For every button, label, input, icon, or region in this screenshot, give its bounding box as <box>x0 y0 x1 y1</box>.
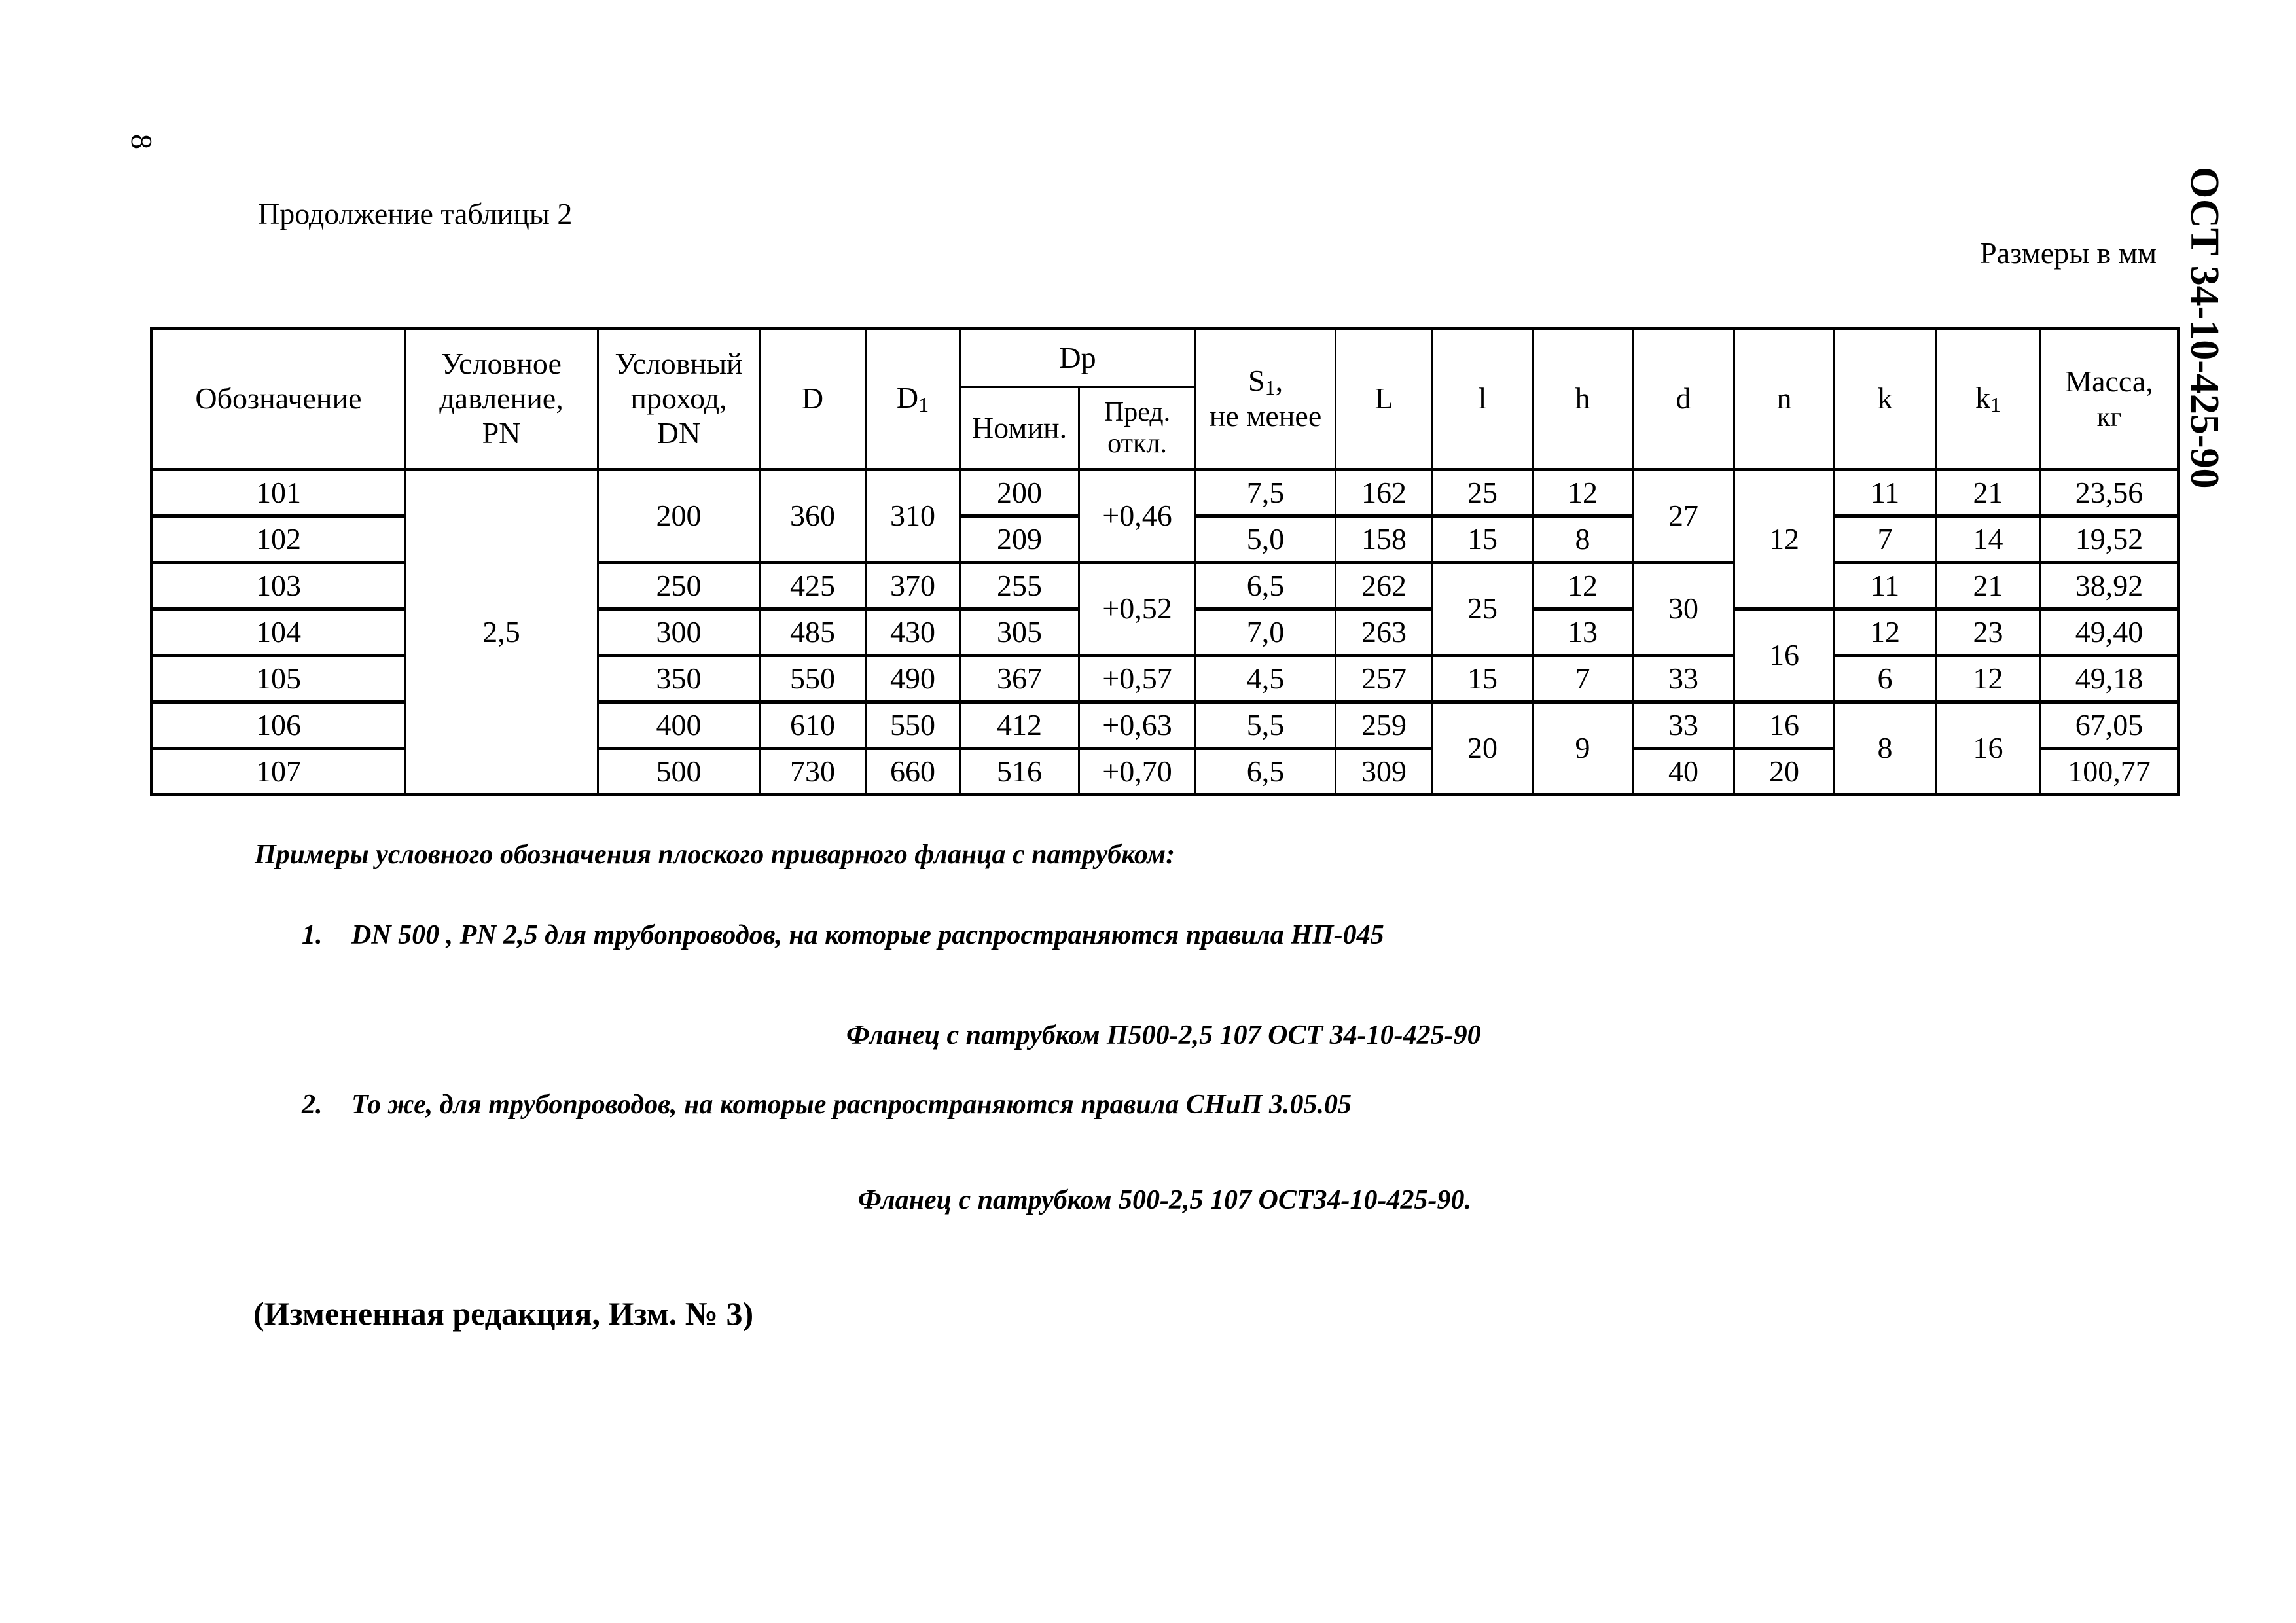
table-cell: +0,52 <box>1079 563 1196 656</box>
table-cell: 20 <box>1433 702 1533 795</box>
table-cell: 38,92 <box>2041 563 2179 609</box>
table-cell: 104 <box>152 609 405 656</box>
table-cell: 255 <box>960 563 1079 609</box>
table-cell: 33 <box>1633 702 1734 749</box>
table-cell: 20 <box>1734 749 1835 795</box>
header-dn-line: DN <box>656 416 701 450</box>
table-cell: 259 <box>1336 702 1433 749</box>
table-cell: 6,5 <box>1196 563 1336 609</box>
table-cell: 7 <box>1533 656 1633 702</box>
header-D1-sub: 1 <box>918 393 929 417</box>
table-cell: 49,40 <box>2041 609 2179 656</box>
table-cell: 4,5 <box>1196 656 1336 702</box>
table-cell: 5,0 <box>1196 516 1336 563</box>
header-pn-line: Условное <box>441 347 562 381</box>
table-cell: 370 <box>866 563 960 609</box>
table-cell: 309 <box>1336 749 1433 795</box>
table-cell: 485 <box>760 609 866 656</box>
table-cell: 158 <box>1336 516 1433 563</box>
table-cell: 14 <box>1936 516 2041 563</box>
flange-dimensions-table <box>150 327 2180 796</box>
table-cell: 106 <box>152 702 405 749</box>
header-mass-line: кг <box>2096 402 2122 433</box>
table-cell: 27 <box>1633 470 1734 563</box>
page-number: 8 <box>125 134 158 149</box>
table-cell: 25 <box>1433 563 1533 656</box>
header-pn-line: давление, <box>439 382 564 416</box>
header-l: l <box>1433 329 1533 470</box>
table-cell: +0,70 <box>1079 749 1196 795</box>
table-cell: 12 <box>1936 656 2041 702</box>
header-Dp: Dp <box>960 329 1196 387</box>
table-cell: 15 <box>1433 656 1533 702</box>
header-k: k <box>1835 329 1936 470</box>
table-cell: 19,52 <box>2041 516 2179 563</box>
header-D1 <box>866 329 960 470</box>
table-cell: 23 <box>1936 609 2041 656</box>
table-cell: 7 <box>1835 516 1936 563</box>
table-cell: 200 <box>960 470 1079 516</box>
table-cell: 101 <box>152 470 405 516</box>
table-cell: 100,77 <box>2041 749 2179 795</box>
header-dn-line: проход, <box>630 382 727 416</box>
table-cell: 162 <box>1336 470 1433 516</box>
header-pn-line: PN <box>482 416 521 450</box>
table-cell: 400 <box>598 702 760 749</box>
table-cell: 13 <box>1533 609 1633 656</box>
table-cell: 49,18 <box>2041 656 2179 702</box>
table-cell: 730 <box>760 749 866 795</box>
table-cell: 500 <box>598 749 760 795</box>
table-cell: 12 <box>1533 470 1633 516</box>
table-cell: 7,5 <box>1196 470 1336 516</box>
table-cell: 105 <box>152 656 405 702</box>
header-D: D <box>760 329 866 470</box>
table-cell: 425 <box>760 563 866 609</box>
header-k1-sub: 1 <box>1990 393 2001 417</box>
table-continuation-label: Продолжение таблицы 2 <box>258 197 573 230</box>
header-S1-sub: 1 <box>1265 375 1276 399</box>
header-dn-line: Условный <box>615 347 743 381</box>
table-cell: 67,05 <box>2041 702 2179 749</box>
document-code: ОСТ 34-10-425-90 <box>2182 167 2227 489</box>
header-d: d <box>1633 329 1734 470</box>
table-cell: 300 <box>598 609 760 656</box>
header-S1 <box>1196 329 1336 470</box>
table-cell: 412 <box>960 702 1079 749</box>
table-cell: 33 <box>1633 656 1734 702</box>
header-k1 <box>1936 329 2041 470</box>
table-cell: +0,63 <box>1079 702 1196 749</box>
header-D1-text: D <box>896 381 919 415</box>
header-Dp-nominal: Номин. <box>960 387 1079 470</box>
table-cell: 23,56 <box>2041 470 2179 516</box>
header-L: L <box>1336 329 1433 470</box>
example-designation: Фланец с патрубком 500-2,5 107 ОСТ34-10-425-90. <box>858 1185 1471 1215</box>
table-cell: 263 <box>1336 609 1433 656</box>
header-pn <box>405 329 598 470</box>
table-cell: 11 <box>1835 470 1936 516</box>
table-cell: 550 <box>866 702 960 749</box>
example-text: DN 500 , PN 2,5 для трубопроводов, на которые распространяются правила НП-045 <box>351 920 1384 950</box>
table-cell: 12 <box>1835 609 1936 656</box>
table-cell: 6 <box>1835 656 1936 702</box>
header-S1-text: S <box>1247 363 1265 397</box>
table-cell: 305 <box>960 609 1079 656</box>
header-tol-line: откл. <box>1107 429 1167 459</box>
header-dn <box>598 329 760 470</box>
examples-title: Примеры условного обозначения плоского приварного фланца с патрубком: <box>255 840 1175 870</box>
table-cell: 16 <box>1734 702 1835 749</box>
table-cell: 15 <box>1433 516 1533 563</box>
table-cell: 11 <box>1835 563 1936 609</box>
table-cell: 2,5 <box>405 470 598 795</box>
table-cell: 310 <box>866 470 960 563</box>
table-cell: 40 <box>1633 749 1734 795</box>
table-cell: 209 <box>960 516 1079 563</box>
table-cell: 490 <box>866 656 960 702</box>
table-cell: +0,57 <box>1079 656 1196 702</box>
table-cell: 516 <box>960 749 1079 795</box>
table-cell: 7,0 <box>1196 609 1336 656</box>
table-cell: 16 <box>1734 609 1835 702</box>
header-designation: Обозначение <box>152 329 405 470</box>
example-designation: Фланец с патрубком П500-2,5 107 ОСТ 34-10-425-90 <box>846 1020 1481 1050</box>
table-cell: 610 <box>760 702 866 749</box>
table-cell: 102 <box>152 516 405 563</box>
header-h: h <box>1533 329 1633 470</box>
table-cell: 16 <box>1936 702 2041 795</box>
table-cell: 360 <box>760 470 866 563</box>
table-cell: 257 <box>1336 656 1433 702</box>
table-cell: 12 <box>1734 470 1835 609</box>
header-tol-line: Пред. <box>1103 397 1171 427</box>
table-cell: 9 <box>1533 702 1633 795</box>
table-cell: 21 <box>1936 470 2041 516</box>
revision-note: (Измененная редакция, Изм. № 3) <box>253 1295 754 1332</box>
table-cell: 12 <box>1533 563 1633 609</box>
table-cell: 550 <box>760 656 866 702</box>
header-S1-suffix: , <box>1275 363 1283 397</box>
example-text: То же, для трубопроводов, на которые распространяются правила СНиП 3.05.05 <box>351 1090 1352 1120</box>
table-cell: 200 <box>598 470 760 563</box>
example-number: 2. <box>302 1090 323 1120</box>
table-cell: 5,5 <box>1196 702 1336 749</box>
table-cell: 6,5 <box>1196 749 1336 795</box>
table-cell: 250 <box>598 563 760 609</box>
header-mass <box>2041 329 2179 470</box>
table-cell: 8 <box>1533 516 1633 563</box>
table-cell: 430 <box>866 609 960 656</box>
table-cell: 350 <box>598 656 760 702</box>
table-cell: 103 <box>152 563 405 609</box>
table-cell: 367 <box>960 656 1079 702</box>
header-k1-text: k <box>1975 381 1991 415</box>
table-cell: +0,46 <box>1079 470 1196 563</box>
header-S1-note: не менее <box>1209 399 1322 433</box>
table-body <box>152 470 2179 795</box>
table-cell: 25 <box>1433 470 1533 516</box>
table-cell: 660 <box>866 749 960 795</box>
header-mass-line: Масса, <box>2065 364 2153 398</box>
units-label: Размеры в мм <box>1980 236 2157 270</box>
table-row <box>152 470 2179 516</box>
table-cell: 8 <box>1835 702 1936 795</box>
table-cell: 262 <box>1336 563 1433 609</box>
table-cell: 30 <box>1633 563 1734 656</box>
table-cell: 21 <box>1936 563 2041 609</box>
header-Dp-tolerance <box>1079 387 1196 470</box>
table-cell: 107 <box>152 749 405 795</box>
header-n: n <box>1734 329 1835 470</box>
example-number: 1. <box>302 920 323 950</box>
